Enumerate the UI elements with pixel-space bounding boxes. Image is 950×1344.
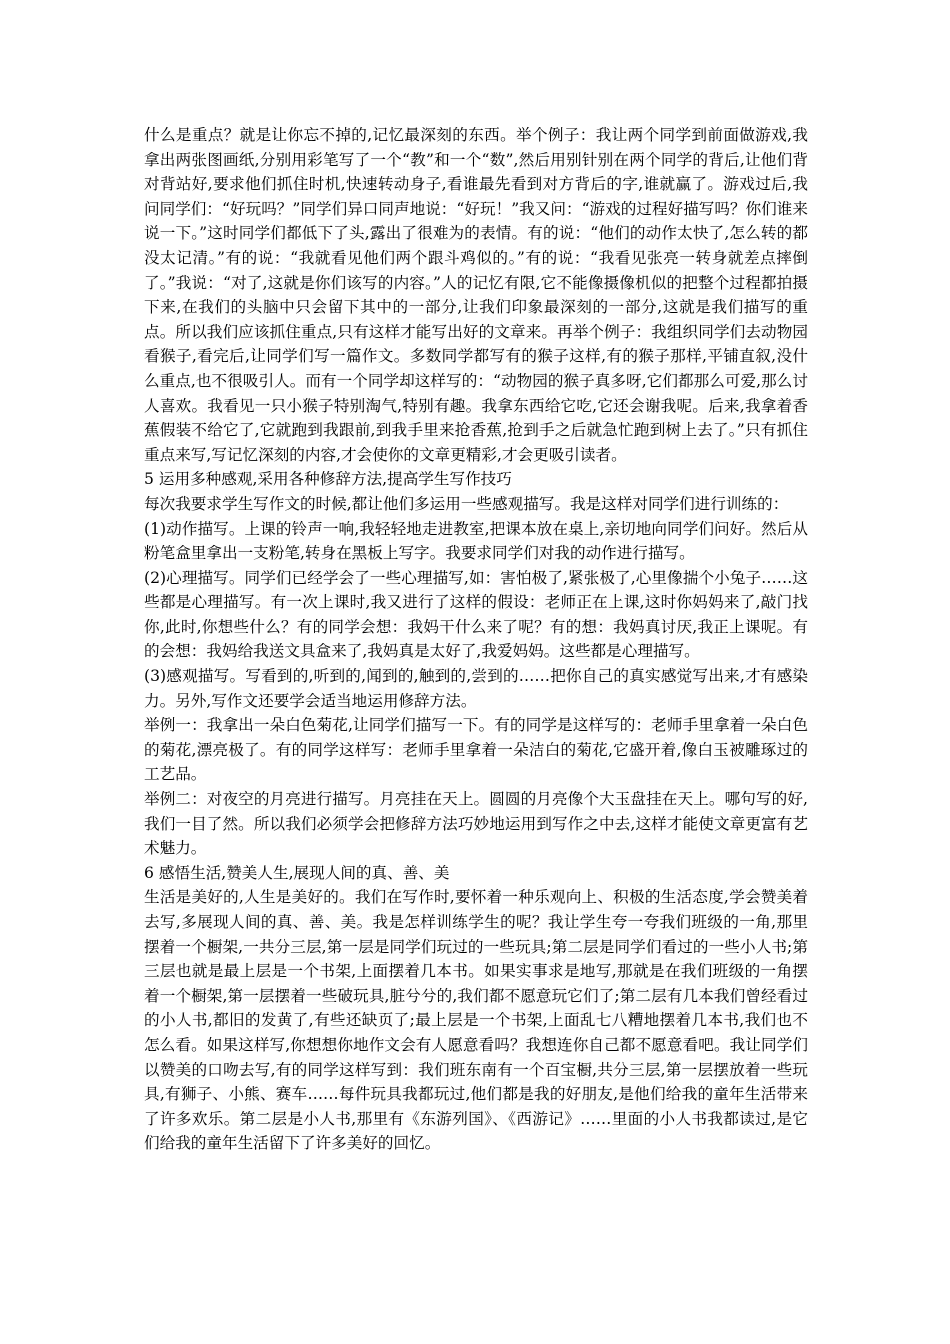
paragraph-senses-intro: 每次我要求学生写作文的时候,都让他们多运用一些感观描写。我是这样对同学们进行训练的： [144,494,789,513]
section-heading-6: 6 感悟生活,赞美人生,展现人间的真、善、美 [144,863,450,882]
document-body [144,123,808,1156]
paragraph-example-two: 举例二：对夜空的月亮进行描写。月亮挂在天上。圆圆的月亮像个大玉盘挂在天上。哪句写的好,我们一目了然。所以我们必须学会把修辞方法巧妙地运用到写作之中去,这样才能使文章更富有艺术魅力。 [144,790,808,858]
paragraph-psychological-description: (2)心理描写。同学们已经学会了一些心理描写,如：害怕极了,紧张极了,心里像揣个小兔子……这些都是心理描写。有一次上课时,我又进行了这样的假设：老师正在上课,这时你妈妈来了,敲门找你,此时,你想些什么？有的同学会想：我妈干什么来了呢？有的想：我妈真讨厌,我正上课呢。有的会想：我妈给我送文具盒来了,我妈真是太好了,我爱妈妈。这些都是心理描写。 [144,568,808,661]
paragraph-action-description: (1)动作描写。上课的铃声一响,我轻轻地走进教室,把课本放在桌上,亲切地向同学们问好。然后从粉笔盒里拿出一支粉笔,转身在黑板上写字。我要求同学们对我的动作进行描写。 [144,519,808,563]
section-heading-5: 5 运用多种感观,采用各种修辞方法,提高学生写作技巧 [144,470,512,489]
paragraph-example-one: 举例一：我拿出一朵白色菊花,让同学们描写一下。有的同学是这样写的：老师手里拿着一朵白色的菊花,漂亮极了。有的同学这样写：老师手里拿着一朵洁白的菊花,它盛开着,像白玉被雕琢过的工艺品。 [144,716,808,784]
paragraph-sensory-description: (3)感观描写。写看到的,听到的,闻到的,触到的,尝到的……把你自己的真实感觉写出来,才有感染力。另外,写作文还要学会适当地运用修辞方法。 [144,667,808,710]
paragraph-praise-life: 生活是美好的,人生是美好的。我们在写作时,要怀着一种乐观向上、积极的生活态度,学会赞美着去写,多展现人间的真、善、美。我是怎样训练学生的呢？我让学生夸一夸我们班级的一角,那里摆着一个橱架,一共分三层,第一层是同学们玩过的一些玩具;第二层是同学们看过的一些小人书;第三层也就是最上层是一个书架,上面摆着几本书。如果实事求是地写,那就是在我们班级的一角摆着一个橱架,第一层摆着一些破玩具,脏兮兮的,我们都不愿意玩它们了;第二层有几本我们曾经看过的小人书,都旧的发黄了,有些还缺页了;最上层是一个书架,上面乱七八糟地摆着几本书,我们也不怎么看。如果这样写,你想想你地作文会有人愿意看吗？我想连你自己都不愿意看吧。我让同学们以赞美的口吻去写,有的同学这样写到：我们班东南有一个百宝橱,共分三层,第一层摆放着一些玩具,有狮子、小熊、赛车……每件玩具我都玩过,他们都是我的好朋友,是他们给我的童年生活带来了许多欢乐。第二层是小人书,那里有《东游列国》、《西游记》……里面的小人书我都读过,是它们给我的童年生活留下了许多美好的回忆。 [144,888,808,1153]
paragraph-key-points: 什么是重点？就是让你忘不掉的,记忆最深刻的东西。举个例子：我让两个同学到前面做游戏,我拿出两张图画纸,分别用彩笔写了一个“教”和一个“数”,然后用别针别在两个同学的背后,让他们背对背站好,要求他们抓住时机,快速转动身子,看谁最先看到对方背后的字,谁就赢了。游戏过后,我问同学们：“好玩吗？”同学们异口同声地说：“好玩！”我又问：“游戏的过程好描写吗？你们谁来说一下。”这时同学们都低下了头,露出了很难为的表情。有的说：“他们的动作太快了,怎么转的都没太记清。”有的说：“我就看见他们两个跟斗鸡似的。”有的说：“我看见张亮一转身就差点摔倒了。”我说：“对了,这就是你们该写的内容。”人的记忆有限,它不能像摄像机似的把整个过程都拍摄下来,在我们的头脑中只会留下其中的一部分,让我们印象最深刻的一部分,这就是我们描写的重点。所以我们应该抓住重点,只有这样才能写出好的文章来。再举个例子：我组织同学们去动物园看猴子,看完后,让同学们写一篇作文。多数同学都写有的猴子这样,有的猴子那样,平铺直叙,没什么重点,也不很吸引人。而有一个同学却这样写的：“动物园的猴子真多呀,它们都那么可爱,那么讨人喜欢。我看见一只小猴子特别淘气,特别有趣。我拿东西给它吃,它还会谢我呢。后来,我拿着香蕉假装不给它了,它就跑到我跟前,到我手里来抢香蕉,抢到手之后就急忙跑到树上去了。”只有抓住重点来写,写记忆深刻的内容,才会使你的文章更精彩,才会更吸引读者。 [144,126,808,464]
